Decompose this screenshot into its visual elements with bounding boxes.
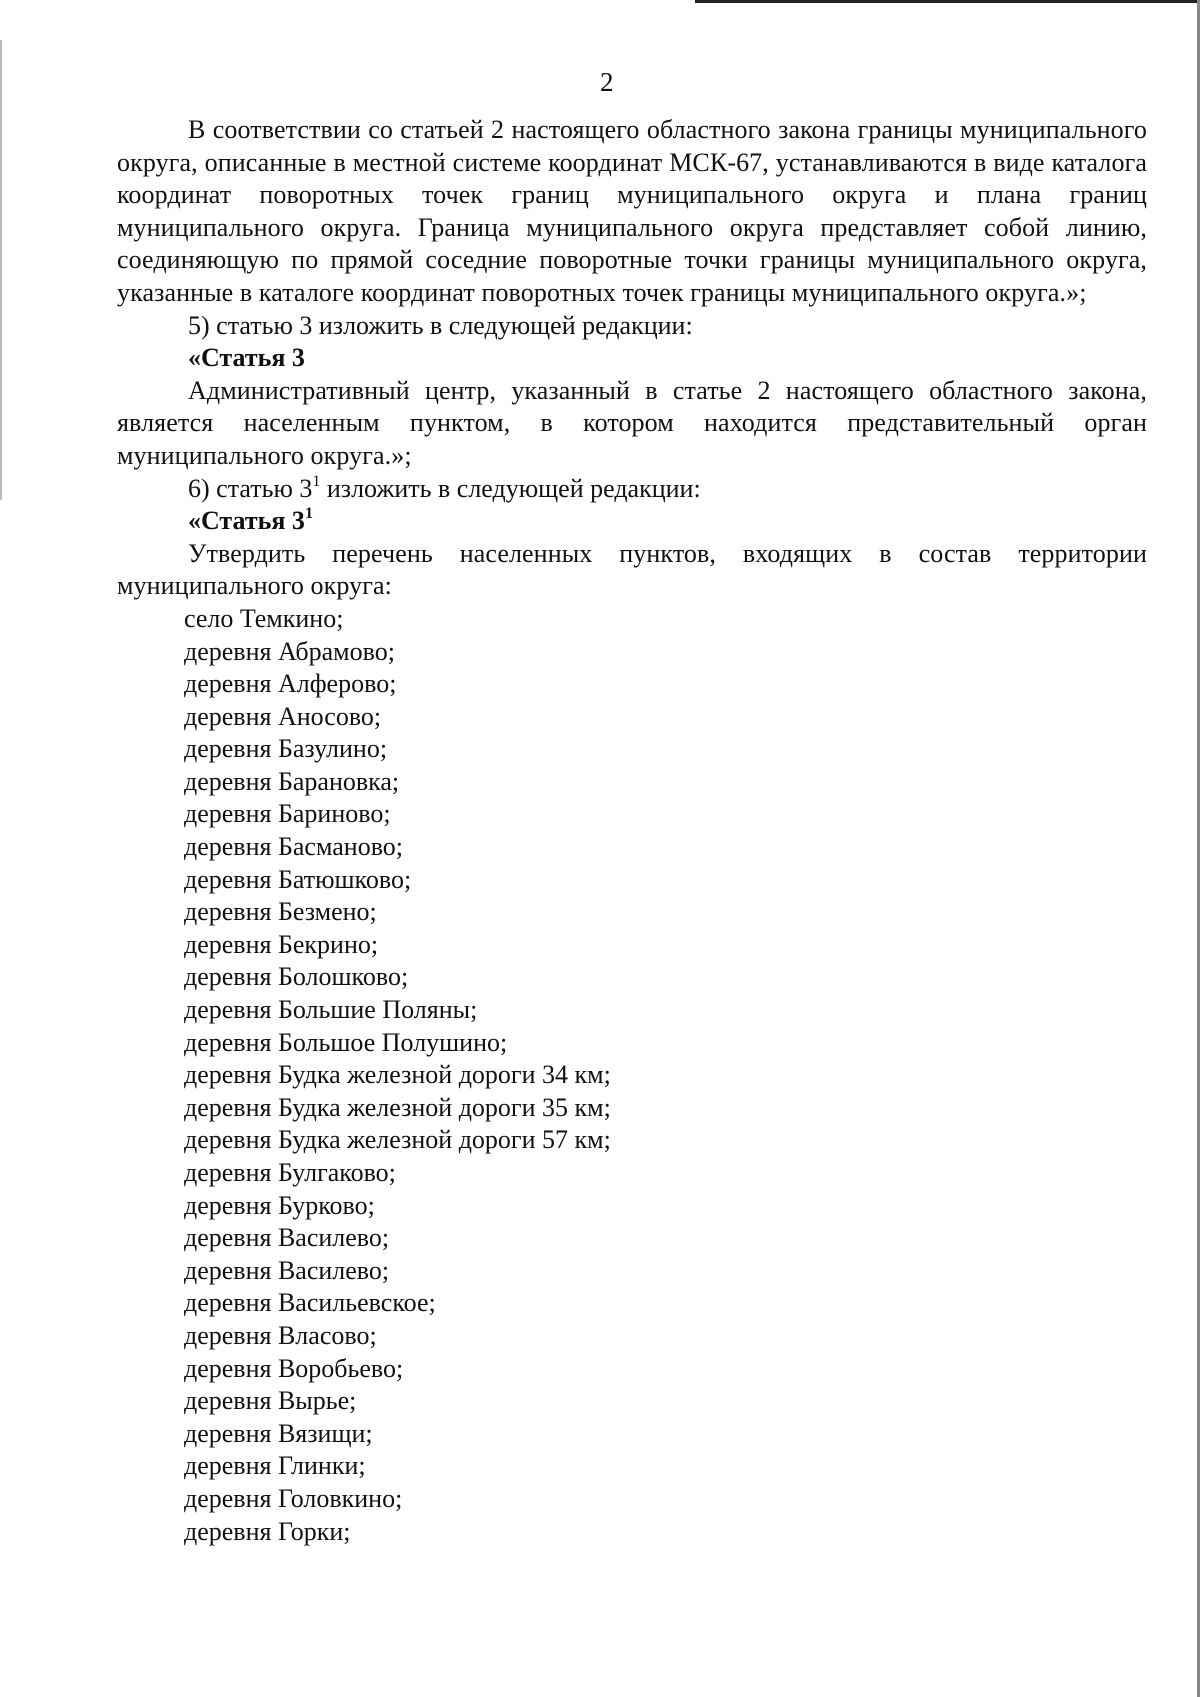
settlement-item: деревня Алферово; [184, 669, 397, 699]
left-scan-edge [0, 40, 2, 500]
item-6-text-end: изложить в следующей редакции: [320, 473, 701, 503]
settlement-list [117, 603, 1147, 1548]
item-6-superscript: 1 [312, 472, 321, 490]
settlement-item: деревня Басманово; [184, 832, 404, 862]
settlement-item: деревня Абрамово; [184, 636, 395, 666]
settlement-item: деревня Аносово; [184, 701, 382, 731]
document-body [117, 114, 1147, 1548]
amendment-item-6 [117, 473, 1147, 506]
settlement-item: деревня Большие Поляны; [184, 995, 478, 1025]
article-3-heading: «Статья 3 [188, 343, 305, 373]
settlement-item: деревня Бурково; [184, 1190, 375, 1220]
settlement-item: деревня Будка железной дороги 35 км; [184, 1092, 611, 1122]
settlement-item: деревня Васильевское; [184, 1288, 436, 1318]
paragraph-boundaries: В соответствии со статьей 2 настоящего областного закона границы муниципального округа, описанные в местной системе координат МСК-67, устанавливаются в виде каталога координат поворотных точек границ муниципального округа и плана границ муниципального округа. Граница муниципального округа представляет собой линию, соединяющую по прямой соседние поворотные точки границы муниципального округа, указанные в каталоге координат поворотных точек границы муниципального округа.»; [117, 115, 1147, 307]
settlement-item: деревня Бекрино; [184, 929, 379, 959]
settlement-item: деревня Большое Полушино; [184, 1027, 508, 1057]
settlement-item: деревня Василево; [184, 1255, 390, 1285]
article-3-1-heading [117, 505, 1147, 538]
settlement-item: деревня Вырье; [184, 1386, 357, 1416]
settlement-item: деревня Власово; [184, 1320, 377, 1350]
settlement-item: деревня Головкино; [184, 1483, 403, 1513]
page-number: 2 [600, 67, 614, 97]
settlement-item: деревня Воробьево; [184, 1353, 404, 1383]
article-3-1-heading-text: «Статья 3 [188, 506, 305, 536]
article-3-1-superscript: 1 [304, 505, 313, 523]
settlement-item: деревня Будка железной дороги 57 км; [184, 1125, 611, 1155]
settlement-item: деревня Безмено; [184, 897, 377, 927]
settlement-item: деревня Болошково; [184, 962, 409, 992]
article-3-1-text: Утвердить перечень населенных пунктов, входящих в состав территории муниципального округа: [117, 538, 1147, 601]
settlement-item: деревня Вязищи; [184, 1418, 373, 1448]
item-6-text-start: 6) статью 3 [188, 473, 313, 503]
settlement-item: деревня Батюшково; [184, 864, 412, 894]
settlement-item: деревня Василево; [184, 1223, 390, 1253]
settlement-item: деревня Барановка; [184, 766, 400, 796]
settlement-item: село Темкино; [184, 603, 344, 633]
settlement-item: деревня Базулино; [184, 734, 388, 764]
amendment-item-5: 5) статью 3 изложить в следующей редакции: [188, 310, 693, 340]
settlement-item: деревня Глинки; [184, 1451, 366, 1481]
settlement-item: деревня Горки; [184, 1516, 351, 1546]
settlement-item: деревня Булгаково; [184, 1158, 396, 1187]
settlement-item: деревня Бариново; [184, 799, 391, 829]
article-3-text: Административный центр, указанный в статье 2 настоящего областного закона, является населенным пунктом, в котором находится представительный орган муниципального округа.»; [117, 375, 1147, 470]
top-border-line [695, 0, 1200, 3]
settlement-item: деревня Будка железной дороги 34 км; [184, 1060, 611, 1090]
